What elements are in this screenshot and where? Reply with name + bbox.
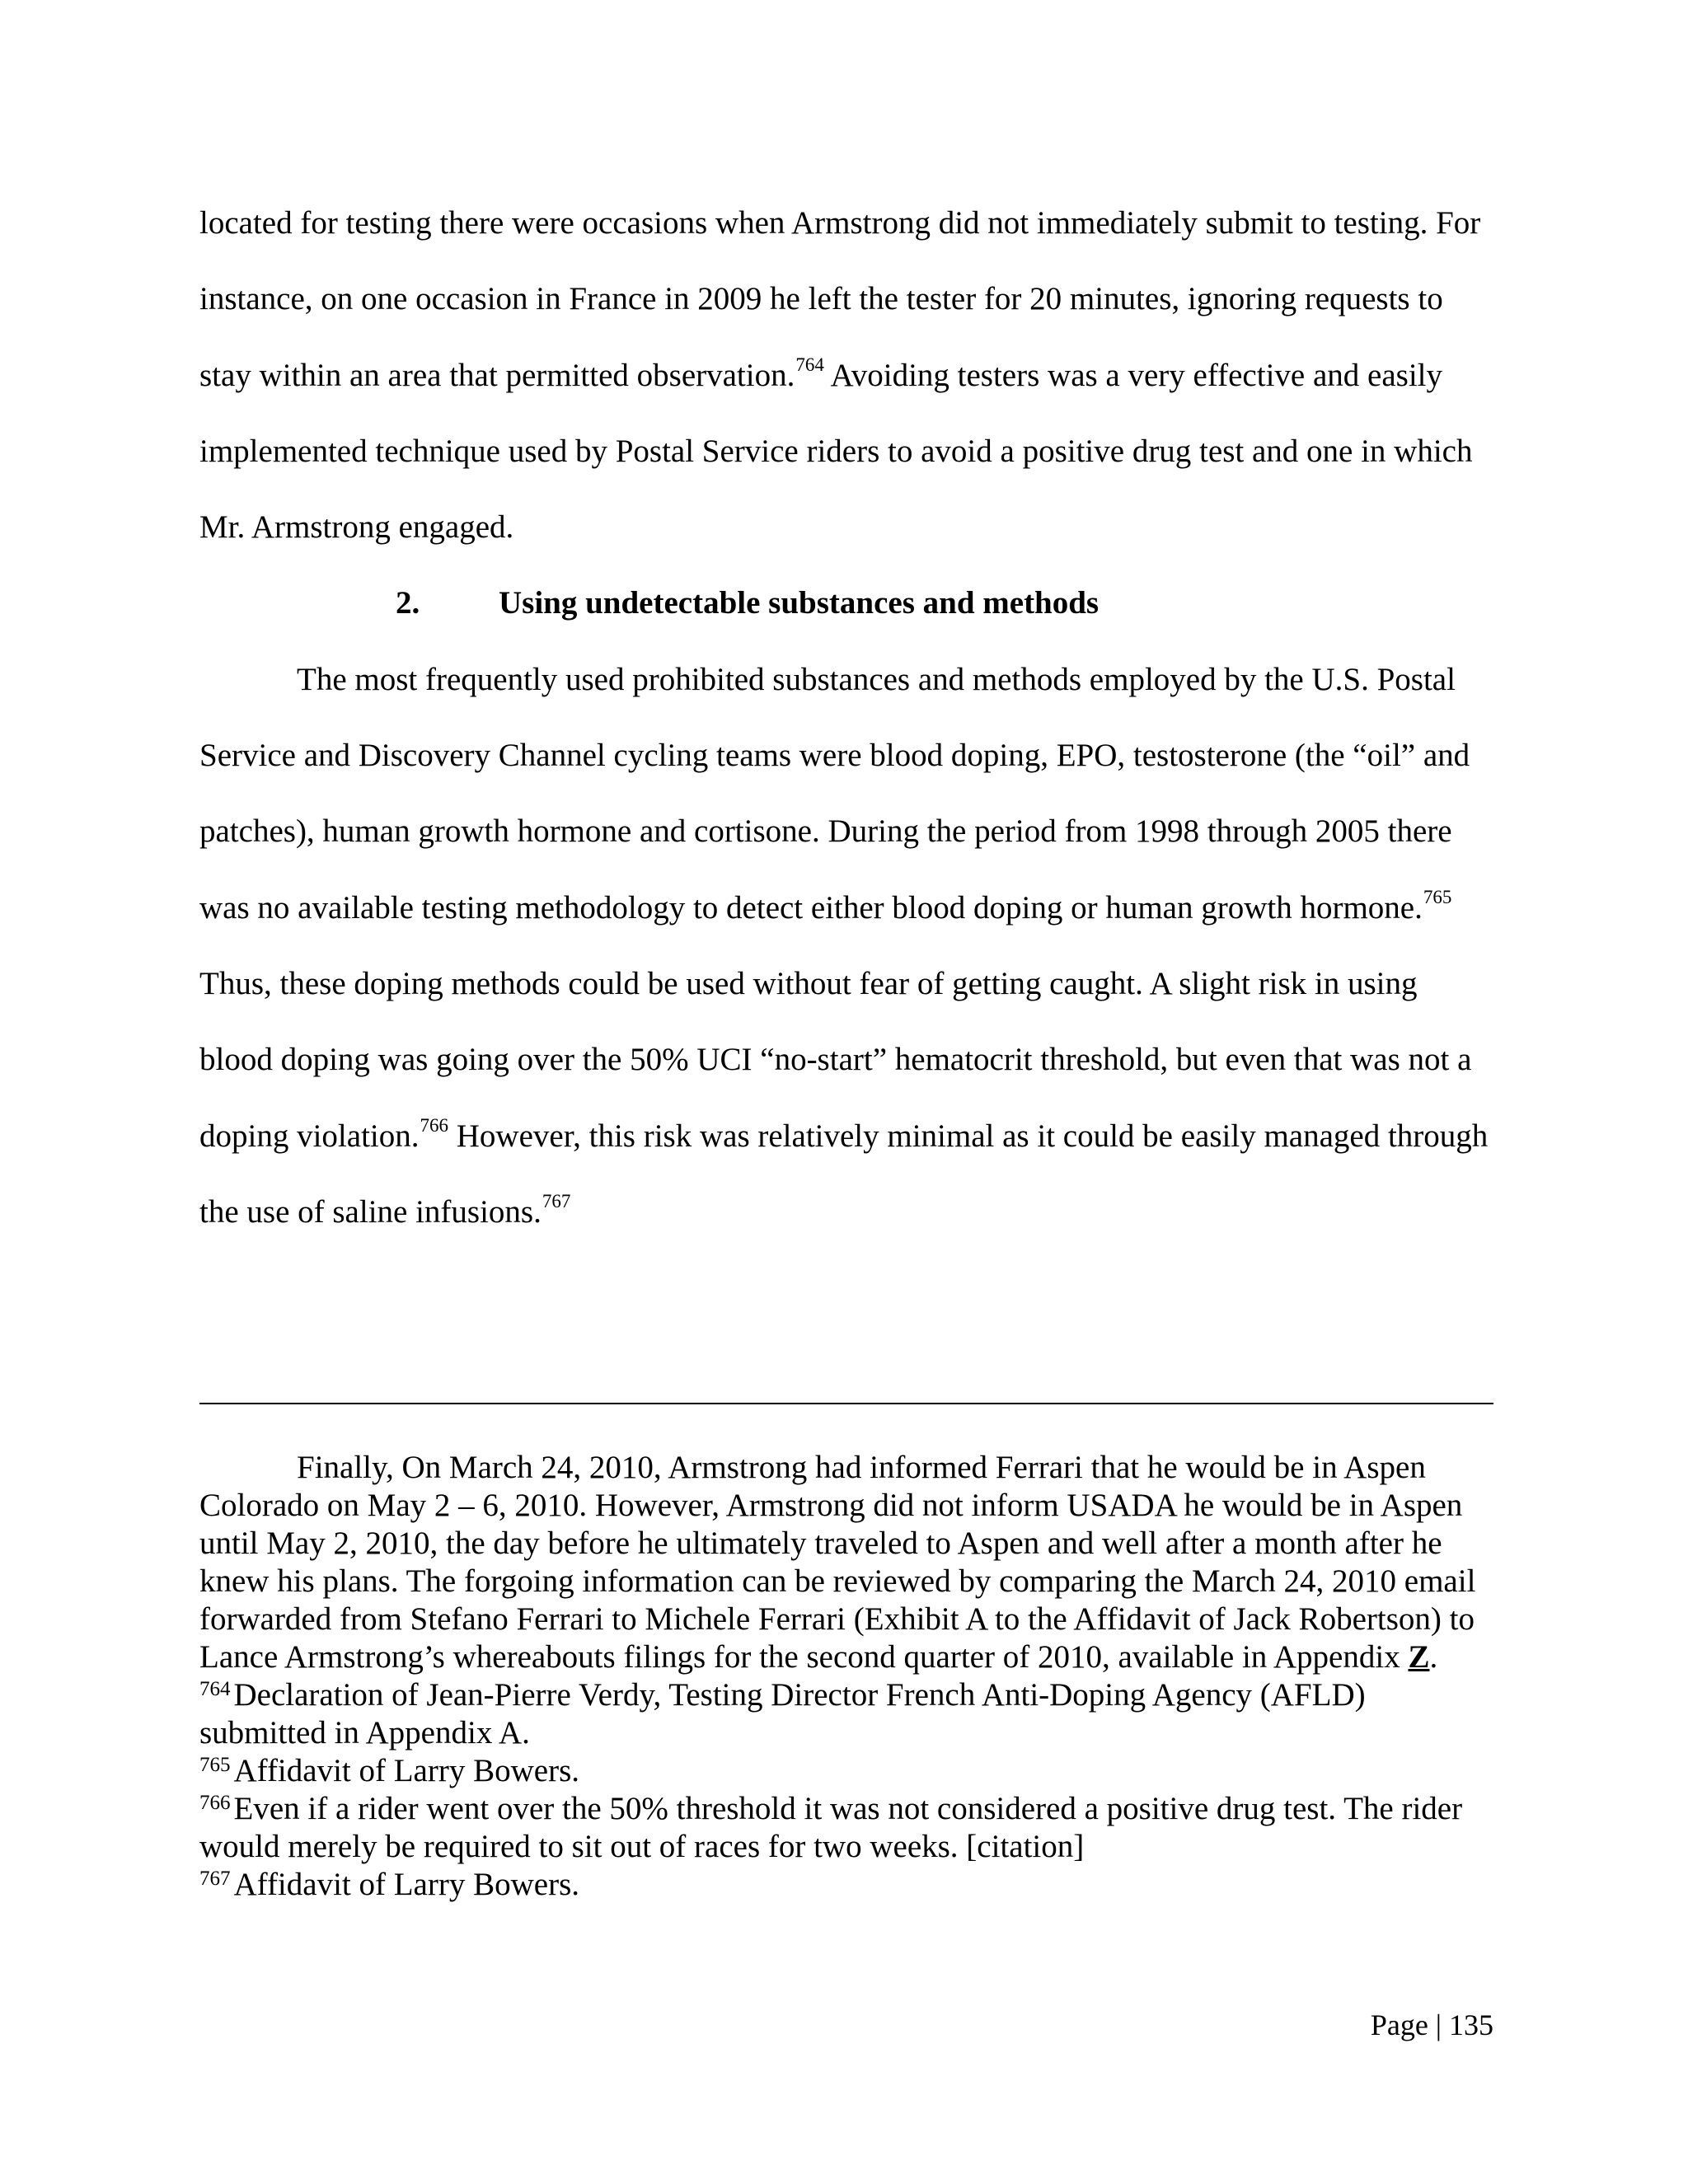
appendix-z-link[interactable]: Z (1408, 1639, 1430, 1675)
footnote-ref-766[interactable]: 766 (420, 1114, 448, 1136)
footnote-separator (199, 1403, 1493, 1404)
section-number: 2. (396, 585, 420, 621)
paragraph-text: However, this risk was relatively minimal as it could be easily managed through the use of saline infusions. (199, 1118, 1489, 1230)
footnote-text: Declaration of Jean-Pierre Verdy, Testing Director French Anti-Doping Agency (AFLD) submitted in Appendix A. (199, 1677, 1366, 1750)
paragraph-text: Thus, these doping methods could be used without fear of getting caught. A slight risk in using blood doping was going over the 50% UCI “no-start” hematocrit threshold, but even that was not a doping violation. (199, 965, 1472, 1154)
footnote-continuation (199, 1449, 1493, 1676)
footnote-766 (199, 1790, 1493, 1866)
paragraph-undetectable-substances (199, 642, 1493, 1250)
footnote-number: 765 (199, 1754, 231, 1776)
body-text (199, 185, 1493, 1250)
footnotes (199, 1449, 1493, 1904)
footnote-ref-765[interactable]: 765 (1423, 886, 1452, 907)
paragraph-avoiding-testers (199, 185, 1493, 565)
page-number: Page | 135 (1370, 2008, 1493, 2041)
footnote-number: 766 (199, 1792, 231, 1814)
footnote-ref-764[interactable]: 764 (795, 354, 824, 375)
footnote-text: Affidavit of Larry Bowers. (233, 1867, 579, 1902)
paragraph-text: Avoiding testers was a very effective and easily implemented technique used by Postal Service riders to avoid a positive drug test and one in which Mr. Armstrong engaged. (199, 357, 1473, 546)
section-title: Using undetectable substances and methods (499, 585, 1100, 621)
section-heading (199, 565, 1493, 641)
footnote-text: Affidavit of Larry Bowers. (233, 1753, 579, 1788)
footnote-767 (199, 1866, 1493, 1904)
paragraph-text: The most frequently used prohibited substances and methods employed by the U.S. Postal Service and Discovery Channel cycling teams were blood doping, EPO, testosterone (the “oil” and patches), human growth hormone and cortisone. During the period from 1998 through 2005 there was no available testing methodology to detect either blood doping or human growth hormone. (199, 661, 1470, 926)
footnote-number: 764 (199, 1678, 231, 1700)
footnote-number: 767 (199, 1868, 231, 1890)
footnote-text: . (1429, 1639, 1438, 1675)
footnote-text: Finally, On March 24, 2010, Armstrong had informed Ferrari that he would be in Aspen Colorado on May 2 – 6, 2010. However, Armstrong did not inform USADA he would be in Aspen until May 2, 2010, the day before he ultimately traveled to Aspen and well after a month after he knew his plans. The forgoing information can be reviewed by comparing the March 24, 2010 email forwarded from Stefano Ferrari to Michele Ferrari (Exhibit A to the Affidavit of Jack Robertson) to Lance Armstrong’s whereabouts filings for the second quarter of 2010, available in Appendix (199, 1450, 1476, 1675)
paragraph-text: located for testing there were occasions when Armstrong did not immediately submit to testing. For instance, on one occasion in France in 2009 he left the tester for 20 minutes, ignoring requests to stay within an area that permitted observation. (199, 205, 1481, 393)
footnote-text: Even if a rider went over the 50% threshold it was not considered a positive drug test. The rider would merely be required to sit out of races for two weeks. [citation] (199, 1791, 1463, 1864)
footnote-765 (199, 1752, 1493, 1790)
footnote-764 (199, 1676, 1493, 1752)
footnote-ref-767[interactable]: 767 (542, 1190, 571, 1212)
